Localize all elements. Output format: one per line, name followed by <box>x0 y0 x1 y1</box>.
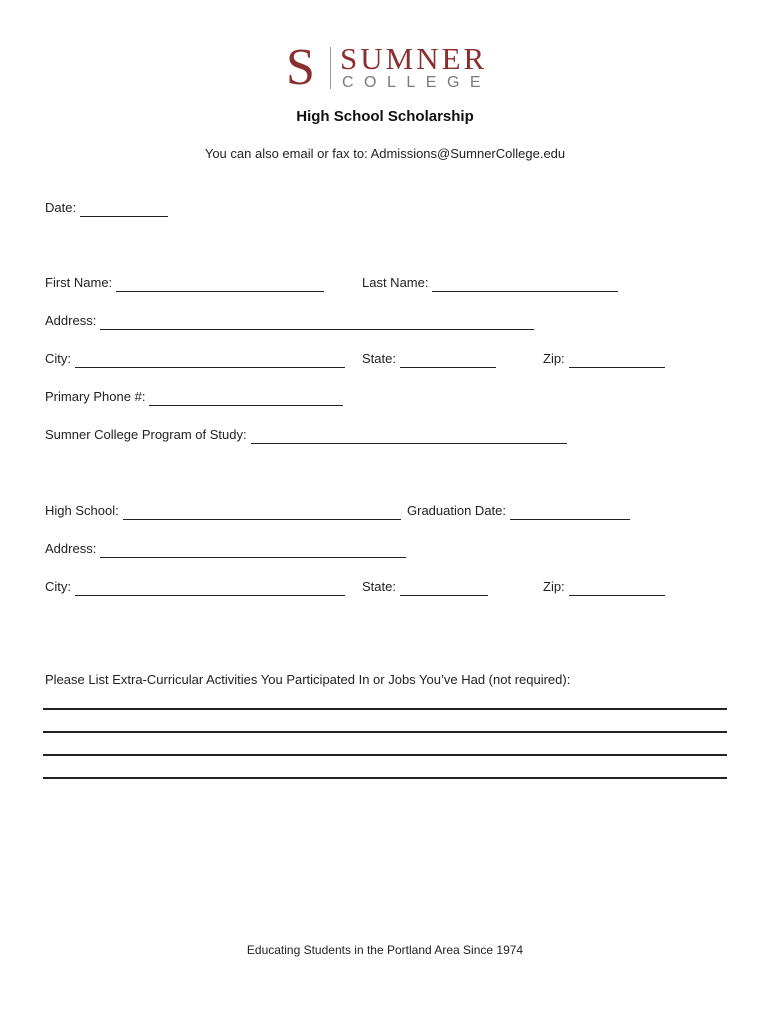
high-school-input-line[interactable] <box>123 506 401 520</box>
primary-phone-label: Primary Phone #: <box>45 389 146 404</box>
program-input-line[interactable] <box>251 430 567 444</box>
logo-divider <box>330 47 331 89</box>
hs-zip-label: Zip: <box>543 579 565 594</box>
state-field <box>362 350 496 368</box>
first-name-field <box>45 274 324 292</box>
hs-state-input-line[interactable] <box>400 582 488 596</box>
logo-subtitle: COLLEGE <box>342 74 492 91</box>
footer-tagline: Educating Students in the Portland Area Since 1974 <box>246 943 524 957</box>
address-label: Address: <box>45 313 97 328</box>
logo-name: SUMNER <box>340 41 488 76</box>
hs-city-input-line[interactable] <box>75 582 345 596</box>
last-name-field <box>362 274 618 292</box>
activities-prompt: Please List Extra-Curricular Activities You Participated In or Jobs You’ve Had (not required): <box>45 672 571 687</box>
first-name-label: First Name: <box>45 275 113 290</box>
form-instructions: You can also email or fax to: Admissions@SumnerCollege.edu <box>204 146 566 161</box>
program-label: Sumner College Program of Study: <box>45 427 247 442</box>
program-field <box>45 426 567 444</box>
hs-zip-input-line[interactable] <box>569 582 665 596</box>
activities-line[interactable] <box>43 777 727 779</box>
activities-line[interactable] <box>43 708 727 710</box>
zip-field <box>543 350 665 368</box>
graduation-date-label: Graduation Date: <box>407 503 507 518</box>
activities-line[interactable] <box>43 754 727 756</box>
high-school-label: High School: <box>45 503 119 518</box>
last-name-input-line[interactable] <box>432 278 618 292</box>
zip-label: Zip: <box>543 351 565 366</box>
zip-input-line[interactable] <box>569 354 665 368</box>
hs-address-field <box>45 540 406 558</box>
graduation-date-input-line[interactable] <box>510 506 630 520</box>
primary-phone-input-line[interactable] <box>149 392 343 406</box>
logo-s-mark: S <box>286 39 315 96</box>
hs-zip-field <box>543 578 665 596</box>
city-input-line[interactable] <box>75 354 345 368</box>
hs-address-label: Address: <box>45 541 97 556</box>
high-school-field <box>45 502 401 520</box>
state-input-line[interactable] <box>400 354 496 368</box>
activities-line[interactable] <box>43 731 727 733</box>
sumner-college-logo <box>286 39 492 96</box>
date-input-line[interactable] <box>80 203 168 217</box>
form-title: High School Scholarship <box>296 108 474 125</box>
state-label: State: <box>362 351 396 366</box>
last-name-label: Last Name: <box>362 275 429 290</box>
hs-city-label: City: <box>45 579 71 594</box>
city-field <box>45 350 345 368</box>
address-input-line[interactable] <box>100 316 534 330</box>
first-name-input-line[interactable] <box>116 278 324 292</box>
primary-phone-field <box>45 388 343 406</box>
city-label: City: <box>45 351 71 366</box>
date-field <box>45 199 168 217</box>
graduation-date-field <box>407 502 630 520</box>
address-field <box>45 312 534 330</box>
date-label: Date: <box>45 200 77 215</box>
hs-city-field <box>45 578 345 596</box>
hs-state-field <box>362 578 488 596</box>
hs-address-input-line[interactable] <box>100 544 406 558</box>
hs-state-label: State: <box>362 579 396 594</box>
